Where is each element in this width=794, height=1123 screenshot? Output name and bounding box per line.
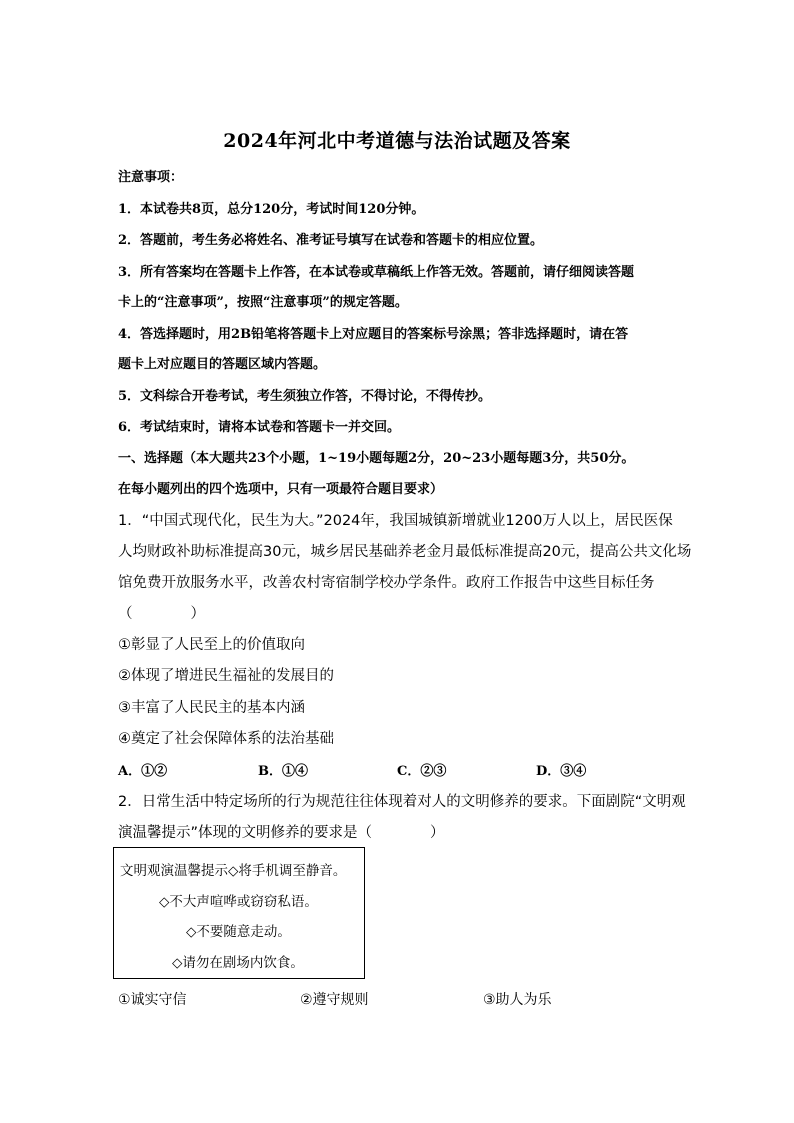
q1-stem-line: 1．“中国式现代化，民生为大。”2024年，我国城镇新增就业1200万人以上，居民医保 (118, 513, 673, 529)
notice-box (113, 847, 365, 979)
q2-statement: ③助人为乐 (483, 992, 552, 1008)
section-instructions: 在每小题列出的四个选项中，只有一项最符合题目要求） (118, 482, 444, 497)
q1-answer-blank: （ ） (118, 606, 205, 622)
q1-option-c: C．②③ (397, 764, 447, 779)
notice-heading: 注意事项： (118, 170, 184, 185)
notice-item: 5．文科综合开卷考试，考生须独立作答，不得讨论，不得传抄。 (118, 389, 492, 404)
q1-option-b: B．①④ (258, 764, 308, 779)
notice-item: 卡上的“注意事项”，按照“注意事项”的规定答题。 (118, 295, 408, 310)
q2-stem-line: 2．日常生活中特定场所的行为规范往往体现着对人的文明修养的要求。下面剧院“文明观 (118, 794, 686, 810)
q1-statement: ①彰显了人民至上的价值取向 (118, 637, 305, 653)
box-line: 文明观演温馨提示◇将手机调至静音。 (120, 863, 347, 879)
notice-item: 3．所有答案均在答题卡上作答，在本试卷或草稿纸上作答无效。答题前，请仔细阅读答题 (118, 265, 635, 280)
q1-stem-line: 人均财政补助标准提高30元，城乡居民基础养老金月最低标准提高20元，提高公共文化场 (118, 544, 692, 560)
section-heading: 一、选择题（本大题共23个小题，1~19小题每题2分，20~23小题每题3分，共50分。 (118, 451, 635, 466)
notice-item: 题卡上对应题目的答题区域内答题。 (118, 357, 327, 372)
notice-item: 4．答选择题时，用2B铅笔将答题卡上对应题目的答案标号涂黑；答非选择题时，请在答 (118, 327, 629, 342)
q2-stem-line: 演温馨提示”体现的文明修养的要求是（ ） (118, 825, 445, 841)
q1-option-d: D．③④ (536, 764, 587, 779)
q1-stem-line: 馆免费开放服务水平，改善农村寄宿制学校办学条件。政府工作报告中这些目标任务 (118, 575, 655, 591)
notice-item: 6．考试结束时，请将本试卷和答题卡一并交回。 (118, 420, 401, 435)
box-line: ◇不大声喧哗或窃窃私语。 (159, 894, 318, 910)
q2-statement: ②遵守规则 (300, 992, 369, 1008)
q1-statement: ③丰富了人民民主的基本内涵 (118, 700, 305, 716)
box-line: ◇不要随意走动。 (186, 924, 291, 940)
q2-statement: ①诚实守信 (118, 992, 187, 1008)
q1-statement: ④奠定了社会保障体系的法治基础 (118, 731, 334, 747)
box-line: ◇请勿在剧场内饮食。 (172, 955, 304, 971)
q1-statement: ②体现了增进民生福祉的发展目的 (118, 668, 334, 684)
page-title: 2024年河北中考道德与法治试题及答案 (223, 130, 571, 152)
q1-option-a: A．①② (118, 764, 168, 779)
notice-item: 2．答题前，考生务必将姓名、准考证号填写在试卷和答题卡的相应位置。 (118, 233, 544, 248)
notice-item: 1．本试卷共8页，总分120分，考试时间120分钟。 (118, 202, 425, 217)
